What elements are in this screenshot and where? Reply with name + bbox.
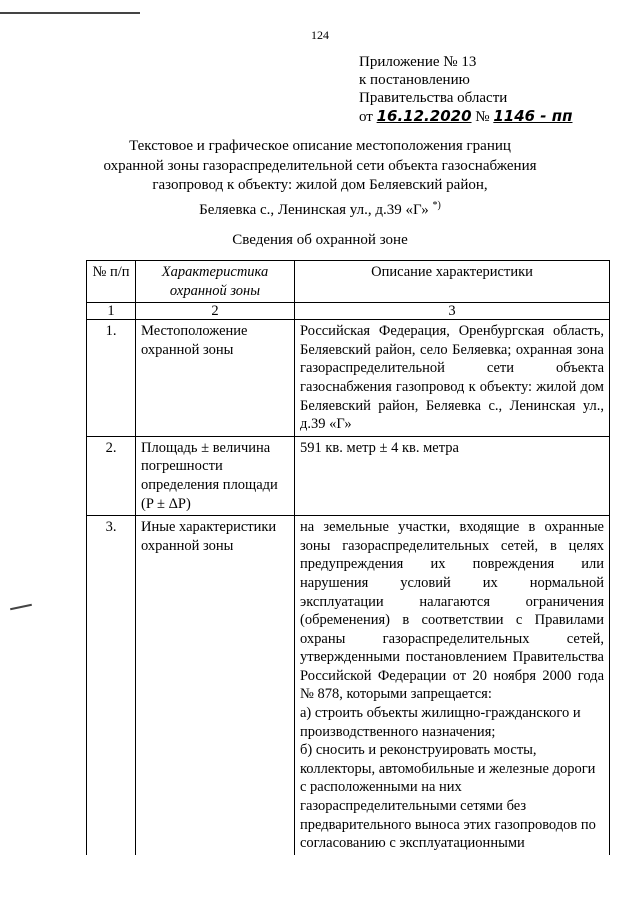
title-line-4-text: Беляевка с., Ленинская ул., д.39 «Г» [199, 201, 429, 218]
col-number-2: 2 [136, 303, 295, 320]
header-num: № п/п [87, 261, 136, 303]
restriction-item-b: б) сносить и реконструировать мосты, коллекторы, автомобильные и железные дороги с расположенными на них газораспределительными сетями без предварительного выноса этих газопроводов по согласованию с эксплуатационными [300, 742, 596, 852]
title-line-2: охранной зоны газораспределительной сети объекта газоснабжения [103, 157, 537, 174]
col-number-3: 3 [295, 303, 610, 320]
row-number: 1. [87, 320, 136, 437]
header-description: Описание характеристики [295, 261, 610, 303]
appendix-line-2: к постановлению [359, 72, 470, 88]
protection-zone-table [86, 260, 610, 855]
column-number-row [87, 303, 610, 320]
restriction-item-a: а) строить объекты жилищно-гражданского и производственного назначения; [300, 705, 581, 740]
col-number-1: 1 [87, 303, 136, 320]
appendix-line-1: Приложение № 13 [359, 54, 477, 70]
row-characteristic: Иные характеристики охранной зоны [136, 516, 295, 855]
table-header-row [87, 261, 610, 303]
row-description: на земельные участки, входящие в охранные зоны газораспределительных сетей, в целях предупреждения их повреждения или нарушения условий их нормальной эксплуатации налагаются ограничения (обременения) в соответствии с Правилами охраны газораспределительных сетей, утвержденными постановлением Правительства Российской Федерации от 20 ноября 2000 года № 878, которыми запрещается: [300, 519, 604, 703]
row-description: Российская Федерация, Оренбургская область, Беляевский район, село Беляевка; охранная зона газораспределительной сети объекта газоснабжения газопровод к объекту: жилой дом Беляевский район, Беляевка с., Ленинская ул., д.39 «Г» [295, 320, 610, 437]
title-line-1: Текстовое и графическое описание местоположения границ [129, 138, 511, 154]
row-number: 2. [87, 436, 136, 515]
document-title [0, 137, 640, 220]
appendix-block [359, 53, 572, 126]
section-subtitle: Сведения об охранной зоне [232, 232, 408, 248]
number-prefix: № [475, 109, 490, 125]
date-prefix: от [359, 109, 373, 125]
footnote-mark: *) [432, 199, 441, 211]
page-number: 124 [311, 28, 329, 42]
top-rule [0, 12, 140, 14]
row-characteristic: Площадь ± величина погрешности определения площади (P ± ΔP) [136, 436, 295, 515]
handwritten-number: 1146 - пп [493, 107, 573, 125]
title-line-3: газопровод к объекту: жилой дом Беляевский район, [152, 177, 488, 193]
appendix-line-3: Правительства области [359, 90, 508, 106]
row-characteristic: Местоположение охранной зоны [136, 320, 295, 437]
handwritten-date: 16.12.2020 [376, 107, 472, 125]
margin-mark [10, 604, 32, 611]
table-row [87, 320, 610, 437]
appendix-date-line [359, 107, 572, 126]
row-number: 3. [87, 516, 136, 855]
header-characteristic: Характеристика охранной зоны [136, 261, 295, 303]
title-line-4 [0, 196, 640, 221]
row-description: 591 кв. метр ± 4 кв. метра [295, 436, 610, 515]
row-description-block [295, 516, 610, 855]
table-row [87, 436, 610, 515]
table-row [87, 516, 610, 855]
